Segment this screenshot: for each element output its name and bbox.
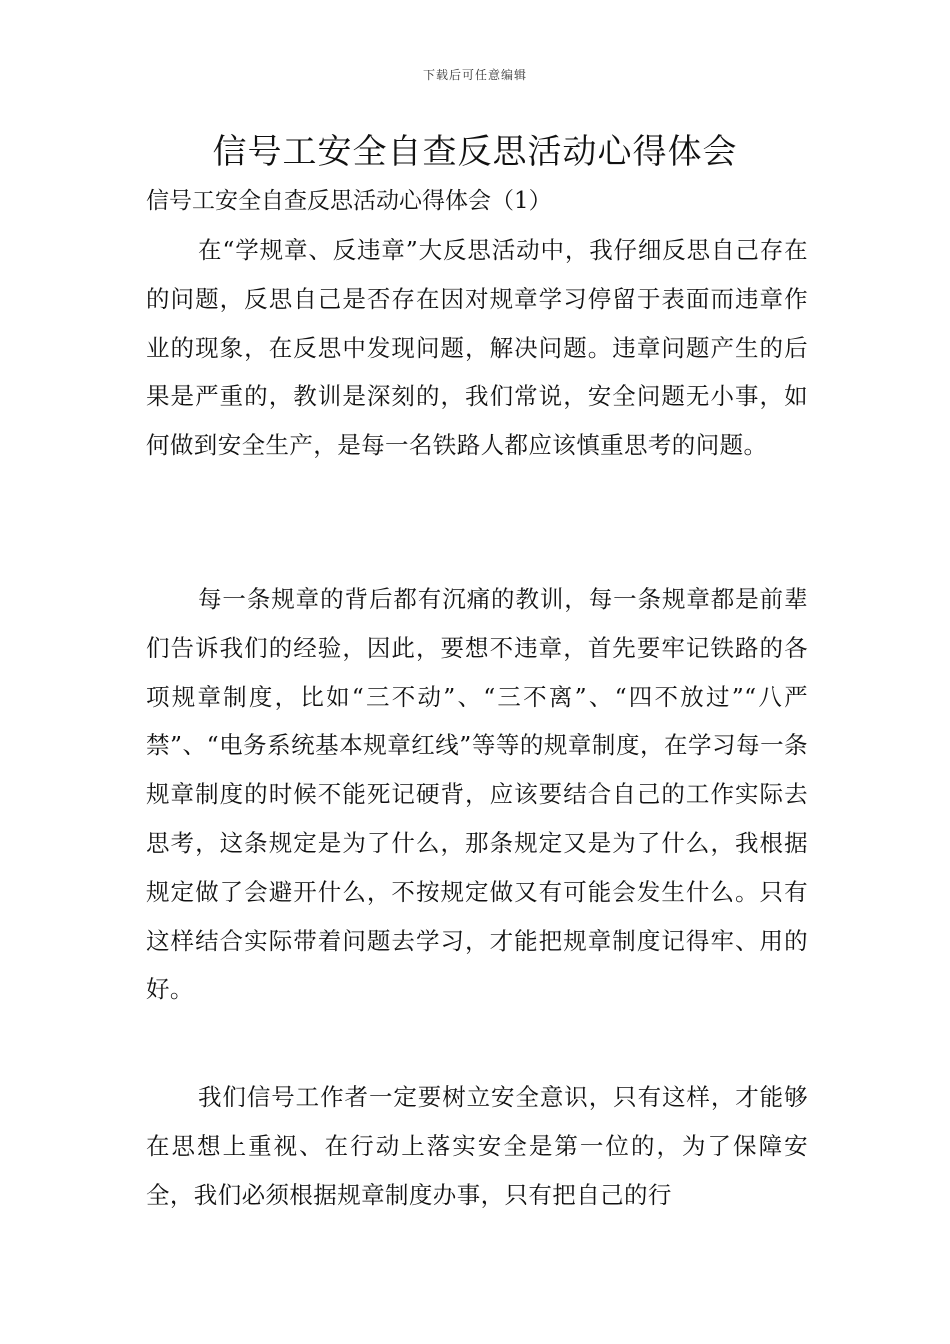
paragraph-2: 每一条规章的背后都有沉痛的教训，每一条规章都是前辈们告诉我们的经验，因此，要想不违章，首先要牢记铁路的各项规章制度，比如“三不动”、“三不离”、“四不放过”“八严禁”、“电务系统基本规章红线”等等的规章制度，在学习每一条规章制度的时候不能死记硬背，应该要结合自己的工作实际去思考，这条规定是为了什么，那条规定又是为了什么，我根据规定做了会避开什么，不按规定做又有可能会发生什么。只有这样结合实际带着问题去学习，才能把规章制度记得牢、用的好。 [146,585,808,1004]
document-title: 信号工安全自查反思活动心得体会 [212,132,738,172]
paragraph-3: 我们信号工作者一定要树立安全意识，只有这样，才能够在思想上重视、在行动上落实安全是第一位的，为了保障安全，我们必须根据规章制度办事，只有把自己的行 [146,1083,808,1209]
header-note: 下载后可任意编辑 [422,68,527,82]
paragraph-1: 在“学规章、反违章”大反思活动中，我仔细反思自己存在的问题，反思自己是否存在因对规章学习停留于表面而违章作业的现象，在反思中发现问题，解决问题。违章问题产生的后果是严重的，教训是深刻的，我们常说，安全问题无小事，如何做到安全生产，是每一名铁路人都应该慎重思考的问题。 [146,236,808,460]
document-subtitle: 信号工安全自查反思活动心得体会（1） [146,188,552,214]
